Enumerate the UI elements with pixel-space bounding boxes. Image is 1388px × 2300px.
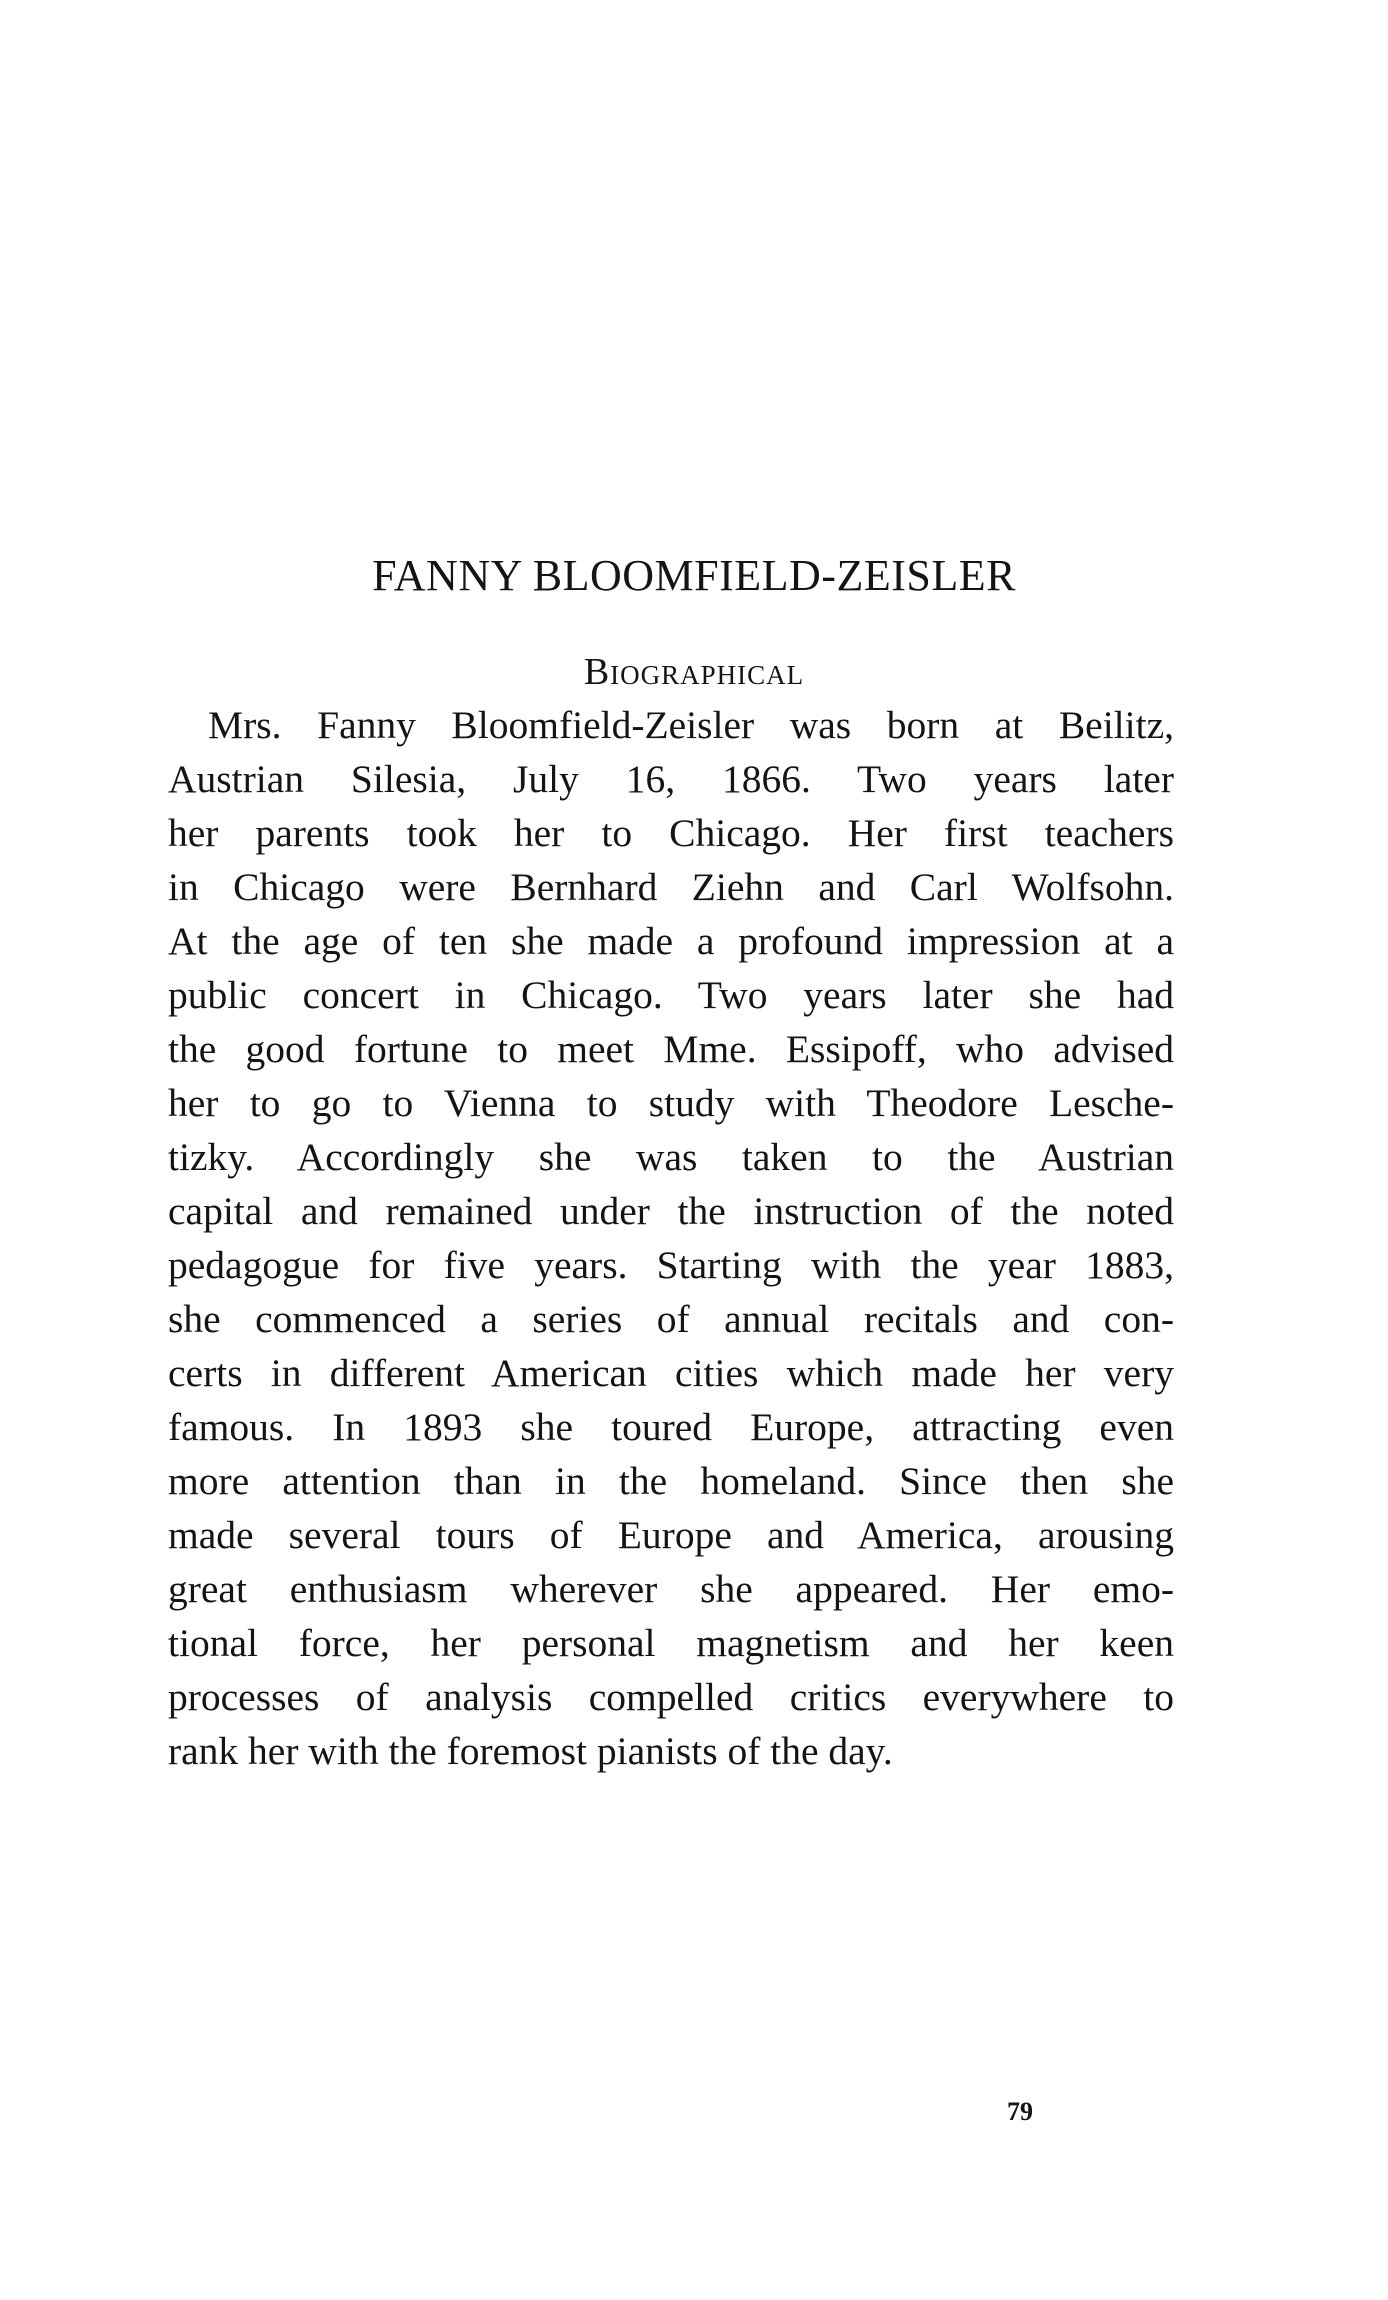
text-line: made several tours of Europe and America, arousing xyxy=(168,1513,1174,1557)
text-line: Austrian Silesia, July 16, 1866. Two years later xyxy=(168,757,1174,801)
text-line: pedagogue for five years. Starting with the year 1883, xyxy=(168,1243,1174,1287)
text-line: famous. In 1893 she toured Europe, attracting even xyxy=(168,1405,1174,1449)
text-line: her to go to Vienna to study with Theodore Lesche- xyxy=(168,1081,1174,1125)
biography-paragraph xyxy=(168,698,1174,1778)
text-line: her parents took her to Chicago. Her first teachers xyxy=(168,811,1174,855)
text-line: rank her with the foremost pianists of the day. xyxy=(168,1729,893,1773)
text-line: certs in different American cities which made her very xyxy=(168,1351,1174,1395)
section-subtitle: Biographical xyxy=(583,651,805,693)
text-line: Mrs. Fanny Bloomfield-Zeisler was born at Beilitz, xyxy=(208,703,1174,747)
text-line: processes of analysis compelled critics everywhere to xyxy=(168,1675,1174,1719)
page-number: 79 xyxy=(1007,2097,1033,2126)
text-line: in Chicago were Bernhard Ziehn and Carl Wolfsohn. xyxy=(168,865,1174,909)
text-line: the good fortune to meet Mme. Essipoff, who advised xyxy=(168,1027,1174,1071)
page-title: FANNY BLOOMFIELD-ZEISLER xyxy=(372,551,1016,600)
text-line: great enthusiasm wherever she appeared. Her emo- xyxy=(168,1567,1174,1611)
text-line: more attention than in the homeland. Since then she xyxy=(168,1459,1174,1503)
text-line: tizky. Accordingly she was taken to the Austrian xyxy=(168,1135,1174,1179)
text-line: tional force, her personal magnetism and her keen xyxy=(168,1621,1174,1665)
text-line: public concert in Chicago. Two years later she had xyxy=(168,973,1174,1017)
text-line: At the age of ten she made a profound impression at a xyxy=(168,919,1174,963)
text-line: she commenced a series of annual recitals and con- xyxy=(168,1297,1174,1341)
text-line: capital and remained under the instruction of the noted xyxy=(168,1189,1174,1233)
